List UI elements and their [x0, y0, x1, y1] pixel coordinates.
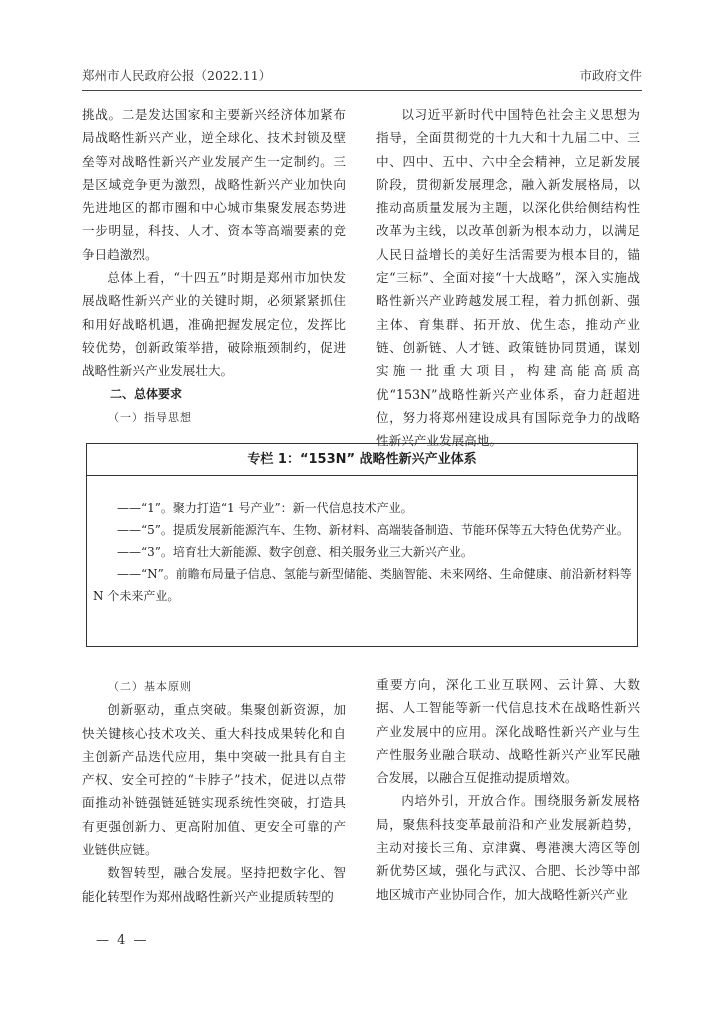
- paragraph: 总体上看，“十四五”时期是郑州市加快发展战略性新兴产业的关键时期，必须紧紧抓住和用好战略机遇，准确把握发展定位，发挥比较优势，创新政策举措，破除瓶颈制约，促进战略性新兴产业发展壮大。: [82, 270, 346, 379]
- paragraph: 重要方向，深化工业互联网、云计算、大数据、人工智能等新一代信息技术在战略性新兴产业发展中的应用。深化战略性新兴产业与生产性服务业融合联动、战略性新兴产业军民融合发展，以融合互促推动提质增效。: [376, 677, 640, 786]
- box-item: ——“1”。聚力打造“1 号产业”：新一代信息技术产业。: [117, 501, 413, 515]
- paragraph: 数智转型，融合发展。坚持把数字化、智能化转型作为郑州战略性新兴产业提质转型的: [82, 865, 346, 904]
- publication-title: 郑州市人民政府公报（2022.11）: [82, 68, 272, 83]
- header-divider: [82, 90, 642, 91]
- box-body: [93, 497, 633, 607]
- subsection-heading: （二）基本原则: [108, 680, 192, 693]
- subsection-heading: （一）指导思想: [108, 410, 192, 424]
- paragraph: 创新驱动，重点突破。集聚创新资源，加快关键核心技术攻关、重大科技成果转化和自主创新产品迭代应用，集中突破一批具有自主产权、安全可控的“卡脖子”技术，促进以点带面推动补链强链延链实现系统性突破，打造具有更强创新力、更高附加值、更安全可靠的产业链供应链。: [82, 702, 346, 858]
- box-item: ——“5”。提质发展新能源汽车、生物、新材料、高端装备制造、节能环保等五大特色优势产业。: [117, 523, 629, 537]
- page-header: [82, 66, 642, 88]
- box-item: ——“N”。前瞻布局量子信息、氢能与新型储能、类脑智能、未来网络、生命健康、前沿新材料等 N 个未来产业。: [93, 567, 632, 603]
- sidebar-box: [86, 443, 638, 647]
- page-number: — 4 —: [96, 933, 149, 948]
- paragraph: 挑战。二是发达国家和主要新兴经济体加紧布局战略性新兴产业，逆全球化、技术封锁及壁垒等对战略性新兴产业发展产生一定制约。三是区域竞争更为激烈，战略性新兴产业加快向先进地区的都市圈和中心城市集聚发展态势进一步明显，科技、人才、资本等高端要素的竞争日趋激烈。: [82, 107, 346, 262]
- section-label: 市政府文件: [579, 68, 642, 83]
- box-title: 专栏 1：“153N” 战略性新兴产业体系: [87, 444, 637, 476]
- section-heading: 二、总体要求: [110, 386, 183, 401]
- column-top-right: [376, 103, 640, 452]
- column-bottom-left: [82, 675, 346, 908]
- column-bottom-right: [376, 673, 640, 906]
- paragraph: 以习近平新时代中国特色社会主义思想为指导，全面贯彻党的十九大和十九届二中、三中、四中、五中、六中全会精神，立足新发展阶段，贯彻新发展理念，融入新发展格局，以推动高质量发展为主题，以深化供给侧结构性改革为主线，以改革创新为根本动力，以满足人民日益增长的美好生活需要为根本目的，锚定“三标”、全面对接“十大战略”，深入实施战略性新兴产业跨越发展工程，着力抓创新、强主体、育集群、拓开放、优生态，推动产业链、创新链、人才链、政策链协同贯通，谋划实施一批重大项目，构建高能高质高优“153N”战略性新兴产业体系，奋力赶超进位，努力将郑州建设成具有国际竞争力的战略性新兴产业发展高地。: [376, 107, 640, 449]
- column-top-left: [82, 103, 346, 429]
- paragraph: 内培外引，开放合作。围绕服务新发展格局，聚焦科技变革最前沿和产业发展新趋势，主动对接长三角、京津冀、粤港澳大湾区等创新优势区域，强化与武汉、合肥、长沙等中部地区城市产业协同合作，加大战略性新兴产业: [376, 793, 640, 902]
- box-item: ——“3”。培育壮大新能源、数字创意、相关服务业三大新兴产业。: [117, 545, 473, 559]
